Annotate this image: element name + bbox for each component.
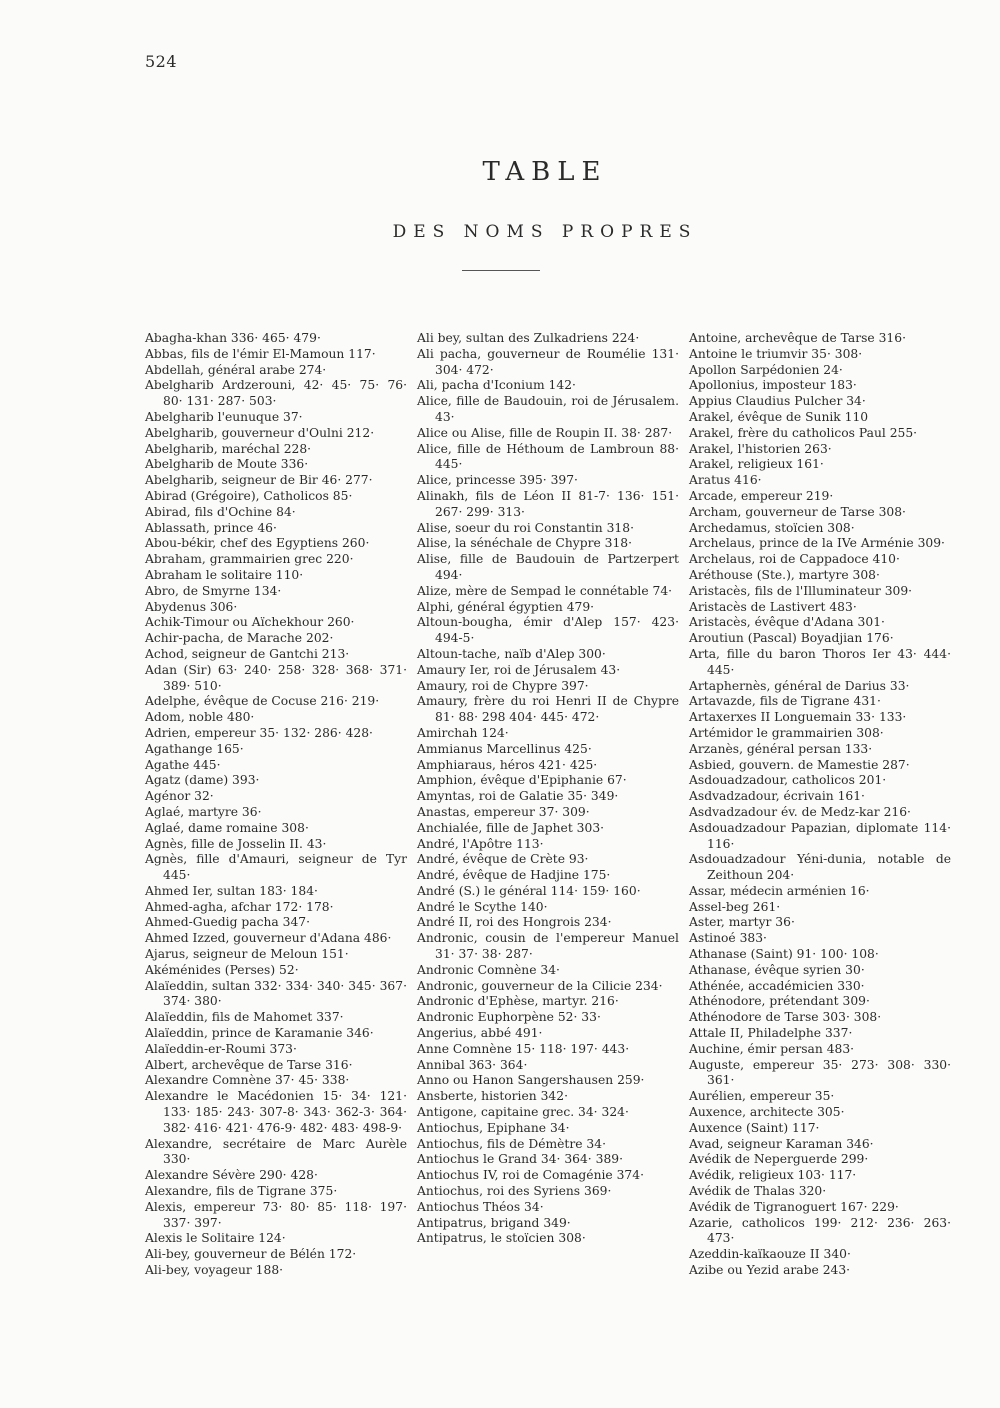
index-entry: Antiochus IV, roi de Comagénie 374·: [417, 1168, 644, 1183]
index-entry: Andronic, cousin de l'empereur Manuel 31· 37· 38· 287·: [417, 931, 679, 962]
index-column-1: [145, 331, 407, 1279]
index-entry: Alexandre Comnène 37· 45· 338·: [145, 1073, 350, 1088]
index-entry: Alexis le Solitaire 124·: [145, 1231, 286, 1246]
index-entry: Appius Claudius Pulcher 34·: [689, 394, 866, 409]
index-entry: Altoun-tache, naïb d'Alep 300·: [417, 646, 606, 661]
title-divider: [462, 270, 540, 271]
index-entry: Annibal 363· 364·: [417, 1057, 528, 1072]
index-entry: Azeddin-kaïkaouze II 340·: [689, 1247, 851, 1262]
index-entry: Alphi, général égyptien 479·: [417, 599, 595, 614]
index-entry: Alexandre Sévère 290· 428·: [145, 1168, 318, 1183]
index-entry: Alaïeddin, prince de Karamanie 346·: [145, 1026, 374, 1041]
index-entry: Adrien, empereur 35· 132· 286· 428·: [145, 725, 373, 740]
index-entry: Arta, fille du baron Thoros Ier 43· 444· 445·: [689, 646, 951, 677]
index-entry: Agnès, fille d'Amauri, seigneur de Tyr 445·: [145, 852, 407, 883]
index-entry: Antoine le triumvir 35· 308·: [689, 346, 863, 361]
index-entry: Aurélien, empereur 35·: [689, 1089, 835, 1104]
index-entry: Aristacès, évêque d'Adana 301·: [689, 615, 885, 630]
index-entry: Ajarus, seigneur de Meloun 151·: [145, 947, 349, 962]
index-entry: Aratus 416·: [689, 473, 762, 488]
index-entry: Amaury, roi de Chypre 397·: [417, 678, 589, 693]
index-entry: Ahmed-Guedig pacha 347·: [145, 915, 310, 930]
index-entry: Altoun-bougha, émir d'Alep 157· 423· 494-5·: [417, 615, 679, 646]
index-entry: André, l'Apôtre 113·: [417, 836, 544, 851]
index-entry: Auchine, émir persan 483·: [689, 1041, 855, 1056]
index-entry: Athanase, évêque syrien 30·: [689, 962, 865, 977]
index-entry: Archelaus, prince de la IVe Arménie 309·: [689, 536, 945, 551]
index-entry: Ansberte, historien 342·: [417, 1089, 568, 1104]
index-entry: Auxence (Saint) 117·: [689, 1120, 820, 1135]
index-entry: Athénodore de Tarse 303· 308·: [689, 1010, 882, 1025]
index-entry: Antigone, capitaine grec. 34· 324·: [417, 1105, 629, 1120]
index-entry: Ammianus Marcellinus 425·: [417, 741, 592, 756]
index-entry: Anastas, empereur 37· 309·: [417, 804, 590, 819]
index-entry: Antipatrus, le stoïcien 308·: [417, 1231, 586, 1246]
index-entry: Asdouadzadour Papazian, diplomate 114· 116·: [689, 820, 951, 851]
index-entry: Abdellah, général arabe 274·: [145, 362, 327, 377]
index-entry: Ahmed-agha, afchar 172· 178·: [145, 899, 334, 914]
index-entry: Alise, fille de Baudouin de Partzerpert 494·: [417, 552, 679, 582]
index-entry: Amaury, frère du roi Henri II de Chypre 81· 88· 298 404· 445· 472·: [417, 694, 679, 725]
index-entry: Achod, seigneur de Gantchi 213·: [145, 646, 350, 661]
index-entry: Auxence, architecte 305·: [689, 1105, 845, 1120]
index-entry: Alaïeddin-er-Roumi 373·: [145, 1041, 297, 1056]
index-entry: Andronic, gouverneur de la Cilicie 234·: [417, 978, 663, 993]
index-column-2: [417, 331, 679, 1247]
index-entry: Astinoé 383·: [689, 931, 767, 946]
index-entry: Ali bey, sultan des Zulkadriens 224·: [417, 331, 640, 345]
index-entry: Arcade, empereur 219·: [689, 488, 834, 503]
page-subtitle: DES NOMS PROPRES: [392, 222, 698, 243]
index-entry: Avédik de Neperguerde 299·: [689, 1152, 869, 1167]
index-entry: Alexandre, secrétaire de Marc Aurèle 330·: [145, 1136, 407, 1167]
index-entry: André le Scythe 140·: [417, 899, 548, 914]
index-entry: Antipatrus, brigand 349·: [417, 1215, 571, 1230]
index-entry: Antiochus, fils de Démètre 34·: [417, 1136, 606, 1151]
index-entry: Abagha-khan 336· 465· 479·: [145, 331, 321, 345]
index-entry: Alinakh, fils de Léon II 81-7· 136· 151· 267· 299· 313·: [417, 488, 679, 519]
index-entry: Antiochus le Grand 34· 364· 389·: [417, 1152, 624, 1167]
index-entry: Azibe ou Yezid arabe 243·: [689, 1263, 851, 1278]
index-entry: Arakel, frère du catholicos Paul 255·: [689, 425, 918, 440]
index-entry: Athanase (Saint) 91· 100· 108·: [689, 947, 879, 962]
index-entry: Abraham le solitaire 110·: [145, 567, 304, 582]
index-entry: Artaphernès, général de Darius 33·: [689, 678, 910, 693]
index-entry: Attale II, Philadelphe 337·: [689, 1026, 853, 1041]
index-entry: Alaïeddin, fils de Mahomet 337·: [145, 1010, 344, 1025]
index-entry: André II, roi des Hongrois 234·: [417, 915, 612, 930]
index-entry: Amaury Ier, roi de Jérusalem 43·: [417, 662, 621, 677]
index-entry: Adelphe, évêque de Cocuse 216· 219·: [145, 694, 380, 709]
index-entry: Alice ou Alise, fille de Roupin II. 38· 287·: [417, 425, 673, 440]
index-entry: Archedamus, stoïcien 308·: [689, 520, 855, 535]
index-entry: Adom, noble 480·: [145, 710, 255, 725]
index-entry: Andronic d'Ephèse, martyr. 216·: [417, 994, 619, 1009]
index-entry: Artémidor le grammairien 308·: [689, 725, 884, 740]
index-entry: Alexandre le Macédonien 15· 34· 121· 133· 185· 243· 307-8· 343· 362-3· 364· 382· 416· 421· 476-9· 482· 483· 498-9·: [145, 1089, 407, 1135]
index-entry: Alice, fille de Baudouin, roi de Jérusalem. 43·: [417, 394, 679, 424]
index-entry: Andronic Euphorpène 52· 33·: [417, 1010, 601, 1025]
index-entry: Anne Comnène 15· 118· 197· 443·: [417, 1041, 630, 1056]
index-entry: Amirchah 124·: [417, 725, 509, 740]
index-entry: Ahmed Izzed, gouverneur d'Adana 486·: [145, 931, 392, 946]
index-entry: Apollon Sarpédonien 24·: [689, 362, 843, 377]
index-entry: Abelgharib, gouverneur d'Oulni 212·: [145, 425, 375, 440]
index-entry: Avédik, religieux 103· 117·: [689, 1168, 857, 1183]
index-entry: Alise, la sénéchale de Chypre 318·: [417, 536, 633, 551]
index-entry: Artavazde, fils de Tigrane 431·: [689, 694, 881, 709]
index-entry: Arakel, religieux 161·: [689, 457, 824, 472]
index-entry: Akéménides (Perses) 52·: [145, 962, 299, 977]
index-entry: Asdvadzadour év. de Medz-kar 216·: [689, 804, 911, 819]
index-entry: Aster, martyr 36·: [689, 915, 795, 930]
index-entry: Abirad, fils d'Ochine 84·: [145, 504, 296, 519]
index-entry: Abirad (Grégoire), Catholicos 85·: [145, 488, 353, 503]
index-entry: Aglaé, martyre 36·: [145, 804, 262, 819]
index-entry: Agathe 445·: [145, 757, 221, 772]
index-entry: Alice, fille de Héthoum de Lambroun 88· 445·: [417, 441, 679, 472]
index-entry: Artaxerxes II Longuemain 33· 133·: [689, 710, 907, 725]
index-entry: Ali pacha, gouverneur de Roumélie 131· 304· 472·: [417, 346, 679, 377]
index-entry: Alice, princesse 395· 397·: [417, 473, 578, 488]
index-entry: Arzanès, général persan 133·: [689, 741, 873, 756]
index-entry: Antiochus, Epiphane 34·: [417, 1120, 570, 1135]
index-entry: Asdvadzadour, écrivain 161·: [689, 789, 865, 804]
index-entry: Abraham, grammairien grec 220·: [145, 552, 354, 567]
index-entry: Ablassath, prince 46·: [145, 520, 277, 535]
index-entry: Anchialée, fille de Japhet 303·: [417, 820, 605, 835]
index-entry: Athénée, accadémicien 330·: [689, 978, 865, 993]
index-entry: Assel-beg 261·: [689, 899, 781, 914]
index-entry: Adan (Sir) 63· 240· 258· 328· 368· 371· 389· 510·: [145, 662, 407, 693]
index-entry: Abelgharib, seigneur de Bir 46· 277·: [145, 473, 373, 488]
index-entry: Avédik de Thalas 320·: [689, 1184, 827, 1199]
index-entry: Abelgharib l'eunuque 37·: [145, 409, 303, 424]
index-entry: Agathange 165·: [145, 741, 244, 756]
index-entry: Angerius, abbé 491·: [417, 1026, 543, 1041]
index-entry: Avédik de Tigranoguert 167· 229·: [689, 1199, 899, 1214]
index-entry: Azarie, catholicos 199· 212· 236· 263· 473·: [689, 1215, 951, 1246]
index-entry: Ali, pacha d'Iconium 142·: [417, 378, 576, 393]
index-entry: Alise, soeur du roi Constantin 318·: [417, 520, 634, 535]
index-entry: Amphiaraus, héros 421· 425·: [417, 757, 598, 772]
index-entry: Amyntas, roi de Galatie 35· 349·: [417, 789, 619, 804]
index-entry: Achik-Timour ou Aïchekhour 260·: [145, 615, 355, 630]
index-entry: Antiochus Théos 34·: [417, 1199, 544, 1214]
index-entry: Alaïeddin, sultan 332· 334· 340· 345· 367· 374· 380·: [145, 978, 407, 1009]
index-entry: Abbas, fils de l'émir El-Mamoun 117·: [145, 346, 376, 361]
index-entry: Ali-bey, voyageur 188·: [145, 1263, 284, 1278]
index-entry: Abro, de Smyrne 134·: [145, 583, 282, 598]
index-entry: Achir-pacha, de Marache 202·: [145, 631, 334, 646]
index-entry: Anno ou Hanon Sangershausen 259·: [417, 1073, 645, 1088]
index-entry: Antoine, archevêque de Tarse 316·: [689, 331, 906, 345]
index-entry: Arakel, l'historien 263·: [689, 441, 832, 456]
index-entry: Alexis, empereur 73· 80· 85· 118· 197· 337· 397·: [145, 1199, 407, 1230]
index-entry: Apollonius, imposteur 183·: [689, 378, 857, 393]
index-entry: Agénor 32·: [145, 789, 214, 804]
index-entry: Aristacès, fils de l'Illuminateur 309·: [689, 583, 913, 598]
index-entry: Abelgharib, maréchal 228·: [145, 441, 312, 456]
index-entry: Amphion, évêque d'Epiphanie 67·: [417, 773, 627, 788]
index-entry: Agatz (dame) 393·: [145, 773, 260, 788]
index-entry: Asdouadzadour, catholicos 201·: [689, 773, 887, 788]
index-entry: Asbied, gouvern. de Mamestie 287·: [689, 757, 910, 772]
index-entry: Alexandre, fils de Tigrane 375·: [145, 1184, 338, 1199]
index-entry: Abelgharib Ardzerouni, 42· 45· 75· 76· 80· 131· 287· 503·: [145, 378, 407, 409]
index-entry: Ali-bey, gouverneur de Bélén 172·: [145, 1247, 357, 1262]
index-entry: Aroutiun (Pascal) Boyadjian 176·: [689, 631, 894, 646]
index-entry: Athénodore, prétendant 309·: [689, 994, 870, 1009]
index-entry: Agnès, fille de Josselin II. 43·: [145, 836, 327, 851]
index-entry: André, évêque de Hadjine 175·: [417, 868, 611, 883]
index-column-3: [689, 331, 951, 1279]
index-entry: Albert, archevêque de Tarse 316·: [145, 1057, 353, 1072]
index-entry: Auguste, empereur 35· 273· 308· 330· 361·: [689, 1057, 951, 1088]
index-entry: Aréthouse (Ste.), martyre 308·: [689, 567, 880, 582]
page-number: 524: [145, 52, 178, 71]
page-title: TABLE: [482, 157, 608, 188]
index-entry: Alize, mère de Sempad le connétable 74·: [417, 583, 673, 598]
index-entry: Archam, gouverneur de Tarse 308·: [689, 504, 906, 519]
index-entry: Abou-békir, chef des Egyptiens 260·: [145, 536, 370, 551]
index-entry: André (S.) le général 114· 159· 160·: [417, 883, 641, 898]
index-entry: Asdouadzadour Yéni-dunia, notable de Zeithoun 204·: [689, 852, 951, 883]
index-entry: Archelaus, roi de Cappadoce 410·: [689, 552, 900, 567]
index-entry: Abydenus 306·: [145, 599, 238, 614]
index-entry: Avad, seigneur Karaman 346·: [689, 1136, 874, 1151]
index-entry: Aristacès de Lastivert 483·: [689, 599, 857, 614]
index-entry: Arakel, évêque de Sunik 110: [689, 409, 869, 424]
index-entry: Assar, médecin arménien 16·: [689, 883, 870, 898]
index-entry: Ahmed Ier, sultan 183· 184·: [145, 883, 318, 898]
index-entry: André, évêque de Crète 93·: [417, 852, 589, 867]
index-entry: Abelgharib de Moute 336·: [145, 457, 309, 472]
index-entry: Andronic Comnène 34·: [417, 962, 560, 977]
index-entry: Antiochus, roi des Syriens 369·: [417, 1184, 612, 1199]
index-entry: Aglaé, dame romaine 308·: [145, 820, 309, 835]
